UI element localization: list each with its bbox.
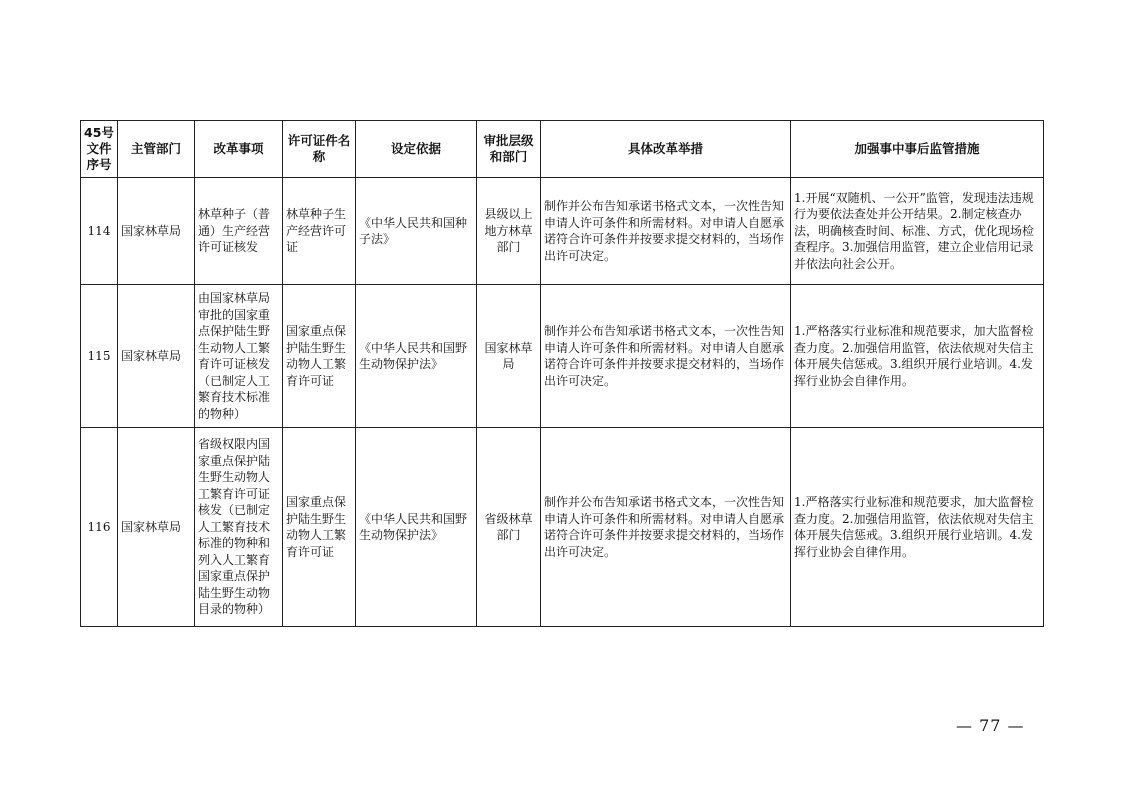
cell-measures: 制作并公布告知承诺书格式文本，一次性告知申请人许可条件和所需材料。对申请人自愿承诺符合许可条件并按要求提交材料的，当场作出许可决定。 [541, 285, 791, 428]
reform-table [80, 120, 1044, 627]
cell-department: 国家林草局 [118, 178, 195, 285]
cell-supervision: 1.严格落实行业标准和规范要求，加大监督检查力度。2.加强信用监管，依法依规对失信主体开展失信惩戒。3.组织开展行业培训。4.发挥行业协会自律作用。 [791, 285, 1044, 428]
header-supervision: 加强事中事后监管措施 [791, 121, 1044, 178]
header-serial: 45号文件序号 [81, 121, 118, 178]
cell-reform-item: 林草种子（普通）生产经营许可证核发 [195, 178, 283, 285]
cell-serial: 114 [81, 178, 118, 285]
cell-license-name: 国家重点保护陆生野生动物人工繁育许可证 [283, 285, 356, 428]
cell-serial: 116 [81, 428, 118, 627]
header-approval-level: 审批层级和部门 [477, 121, 541, 178]
table-row [81, 285, 1044, 428]
cell-measures: 制作并公布告知承诺书格式文本，一次性告知申请人许可条件和所需材料。对申请人自愿承诺符合许可条件并按要求提交材料的，当场作出许可决定。 [541, 178, 791, 285]
cell-serial: 115 [81, 285, 118, 428]
cell-basis: 《中华人民共和国野生动物保护法》 [356, 428, 477, 627]
cell-license-name: 国家重点保护陆生野生动物人工繁育许可证 [283, 428, 356, 627]
cell-department: 国家林草局 [118, 285, 195, 428]
cell-supervision: 1.开展“双随机、一公开”监管，发现违法违规行为要依法查处并公开结果。2.制定核查办法，明确核查时间、标准、方式，优化现场检查程序。3.加强信用监管，建立企业信用记录并依法向社会公开。 [791, 178, 1044, 285]
cell-basis: 《中华人民共和国种子法》 [356, 178, 477, 285]
cell-supervision: 1.严格落实行业标准和规范要求，加大监督检查力度。2.加强信用监管，依法依规对失信主体开展失信惩戒。3.组织开展行业培训。4.发挥行业协会自律作用。 [791, 428, 1044, 627]
table-row [81, 178, 1044, 285]
header-basis: 设定依据 [356, 121, 477, 178]
header-department: 主管部门 [118, 121, 195, 178]
header-measures: 具体改革举措 [541, 121, 791, 178]
header-reform-item: 改革事项 [195, 121, 283, 178]
cell-license-name: 林草种子生产经营许可证 [283, 178, 356, 285]
page-number: — 77 — [956, 716, 1025, 735]
cell-approval-level: 省级林草部门 [477, 428, 541, 627]
table-row [81, 428, 1044, 627]
cell-department: 国家林草局 [118, 428, 195, 627]
cell-reform-item: 省级权限内国家重点保护陆生野生动物人工繁育许可证核发（已制定人工繁育技术标准的物种和列入人工繁育国家重点保护陆生野生动物目录的物种） [195, 428, 283, 627]
cell-measures: 制作并公布告知承诺书格式文本，一次性告知申请人许可条件和所需材料。对申请人自愿承诺符合许可条件并按要求提交材料的，当场作出许可决定。 [541, 428, 791, 627]
cell-basis: 《中华人民共和国野生动物保护法》 [356, 285, 477, 428]
header-license-name: 许可证件名称 [283, 121, 356, 178]
cell-reform-item: 由国家林草局审批的国家重点保护陆生野生动物人工繁育许可证核发（已制定人工繁育技术标准的物种） [195, 285, 283, 428]
table-header-row [81, 121, 1044, 178]
cell-approval-level: 国家林草局 [477, 285, 541, 428]
cell-approval-level: 县级以上地方林草部门 [477, 178, 541, 285]
